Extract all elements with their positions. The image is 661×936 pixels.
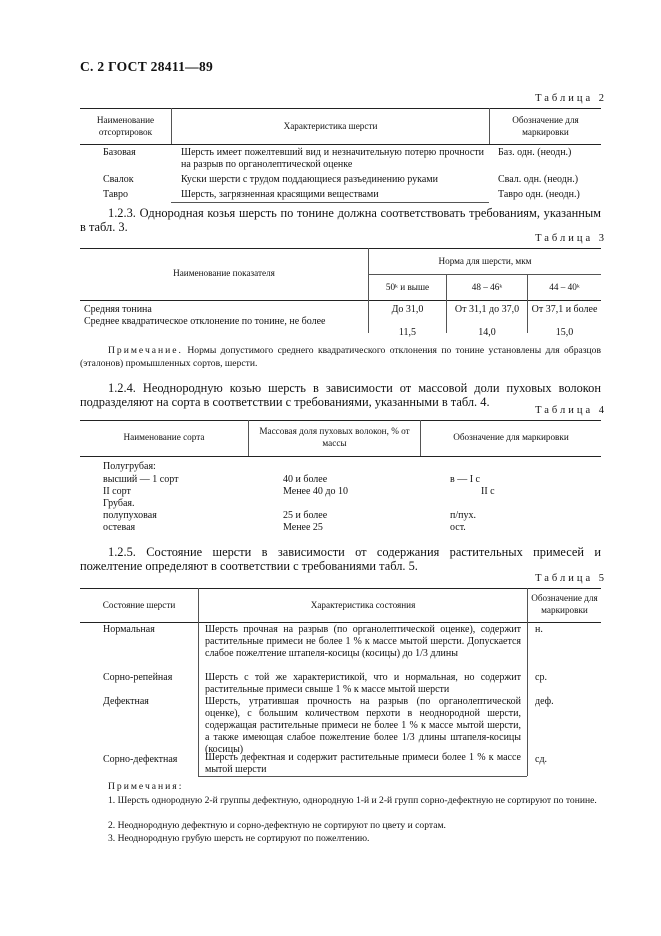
- table2-row1-desc: Шерсть имеет пожелтевший вид и незначительную потерю прочности на разрыв по органолептической оценке: [181, 147, 484, 170]
- table4-row5-name: полупуховая: [103, 510, 157, 521]
- table4-row2-name: высший — 1 сорт: [103, 474, 179, 485]
- table2-row2-name: Свалок: [103, 174, 134, 185]
- table4-row6-mark: ост.: [450, 522, 466, 533]
- table5-col2-header: Характеристика состояния: [310, 600, 416, 610]
- table3-row1-v2: От 31,1 до 37,0: [454, 304, 520, 315]
- table5-row1-mark: н.: [535, 624, 543, 635]
- table4-row2-mass: 40 и более: [283, 474, 328, 485]
- table3-col1-header: Наименование показателя: [173, 268, 275, 278]
- paragraph-1-2-4: 1.2.4. Неоднородную козью шерсть в зависимости от массовой доли пуховых волокон подразделяют на сорта в соответствии с требованиями, указанными в табл. 4.: [80, 381, 601, 409]
- table5-row2-mark: ср.: [535, 672, 547, 683]
- table3-sub3: 44 – 40ᵏ: [549, 282, 580, 292]
- notes-label: Примечания:: [108, 781, 184, 792]
- table4-col1-header: Наименование сорта: [123, 432, 205, 442]
- table5-row2-name: Сорно-репейная: [103, 672, 173, 683]
- table4-row2-mark: в — I с: [450, 474, 480, 485]
- table2-row3-mark: Тавро одн. (неодн.): [498, 189, 580, 200]
- table5-row4-mark: сд.: [535, 754, 548, 765]
- table5-row4-desc: Шерсть дефектная и содержит растительные примеси более 1 % к массе мытой шерсти: [205, 752, 521, 775]
- note-3: 3. Неоднородную грубую шерсть не сортируют по пожелтению.: [108, 833, 370, 844]
- table4-col3-header: Обозначение для маркировки: [453, 432, 569, 442]
- table4-row6-name: остевая: [103, 522, 136, 533]
- paragraph-1-2-3: 1.2.3. Однородная козья шерсть по тонине должна соответствовать требованиям, указанным в табл. 3.: [80, 206, 601, 234]
- table5-col3-header: Обозначение для маркировки: [531, 593, 598, 615]
- table2-row1-mark: Баз. одн. (неодн.): [498, 147, 572, 158]
- table3-row1-v1: До 31,0: [391, 304, 424, 315]
- note-2: 2. Неоднородную дефектную и сорно-дефектную не сортируют по цвету и сортам.: [108, 820, 446, 831]
- table2-col1-header: Наименование отсортировок: [96, 115, 155, 137]
- table3-note-text: Нормы допустимого среднего квадратического отклонения по тонине установлены для образцов (эталонов) промышленных сортов, шерсти.: [80, 345, 601, 369]
- table4-row1-name: Полугрубая:: [103, 461, 156, 472]
- table3-group-header: Норма для шерсти, мкм: [438, 256, 532, 266]
- table5-col1-header: Состояние шерсти: [102, 600, 176, 610]
- table5-row3-name: Дефектная: [103, 696, 149, 707]
- note-1: 1. Шерсть однородную 2-й группы дефектную, однородную 1-й и 2-й групп сорно-дефектную не сортируют по тонине.: [108, 795, 597, 806]
- table3-row2-name: Среднее квадратическое отклонение по тонине, не более: [84, 316, 326, 327]
- table3-row1-name: Средняя тонина: [84, 304, 152, 315]
- table5-caption: Таблица 5: [535, 573, 607, 584]
- table5-row3-desc: Шерсть, утратившая прочность на разрыв (по органолептической оценке), с большим количеством перхоти в неоднородной шерсти, содержащая растительные примеси не более 1 % к массе мытой шерсти, а также имеющая слабое пожелтение более 1/3 длины штапеля-косицы (косицы): [205, 696, 521, 755]
- table3-sub2: 48 – 46ᵏ: [471, 282, 503, 292]
- table3-row1-v3: От 37,1 и более: [531, 304, 598, 315]
- table4-row3-name: II сорт: [103, 486, 131, 497]
- table2-row2-desc: Куски шерсти с трудом поддающиеся разъединению руками: [181, 174, 438, 185]
- table2-col3-header: Обозначение для маркировки: [512, 115, 579, 137]
- table2-row3-desc: Шерсть, загрязненная красящими веществами: [181, 189, 379, 200]
- page-header: С. 2 ГОСТ 28411—89: [80, 59, 214, 74]
- table2-row2-mark: Свал. одн. (неодн.): [498, 174, 579, 185]
- table4-row3-mark: II с: [481, 486, 495, 497]
- table5-row1-name: Нормальная: [103, 624, 155, 635]
- table2-row3-name: Тавро: [103, 189, 129, 200]
- table4-col2-header: Массовая доля пуховых волокон, % от массы: [259, 426, 410, 448]
- table5-row4-name: Сорно-дефектная: [103, 754, 178, 765]
- table3-row2-v2: 14,0: [478, 327, 496, 338]
- table5-row3-mark: деф.: [535, 696, 554, 707]
- table2-col2-header: Характеристика шерсти: [283, 121, 378, 131]
- table5-row2-desc: Шерсть с той же характеристикой, что и нормальная, но содержит растительные примеси свыше 1 % к массе мытой шерсти: [205, 672, 521, 695]
- table2-row1-name: Базовая: [103, 147, 136, 158]
- table3-caption: Таблица 3: [535, 233, 607, 244]
- table4-row6-mass: Менее 25: [283, 522, 323, 533]
- table3-row2-v3: 15,0: [555, 327, 574, 338]
- table4-caption: Таблица 4: [535, 405, 607, 416]
- table3-note: [80, 345, 601, 370]
- table2-caption: Таблица 2: [535, 93, 607, 104]
- table4-row5-mark: п/пух.: [450, 510, 476, 521]
- table4-row5-mass: 25 и более: [283, 510, 328, 521]
- table5-row1-desc: Шерсть прочная на разрыв (по органолептической оценке), содержит растительные примеси не более 1 % к массе мытой шерсти. Допускается слабое пожелтение штапеля-косицы (косицы) до 1/3 длины: [205, 624, 521, 659]
- table3-sub1: 50ᵏ и выше: [385, 282, 430, 292]
- table4-row3-mass: Менее 40 до 10: [283, 486, 349, 497]
- table3-note-label: Примечание.: [108, 345, 183, 356]
- table4-row4-name: Грубая.: [103, 498, 135, 509]
- paragraph-1-2-5: 1.2.5. Состояние шерсти в зависимости от содержания растительных примесей и пожелтение определяют в соответствии с требованиями табл. 5.: [80, 545, 601, 573]
- table3-row2-v1: 11,5: [398, 327, 417, 338]
